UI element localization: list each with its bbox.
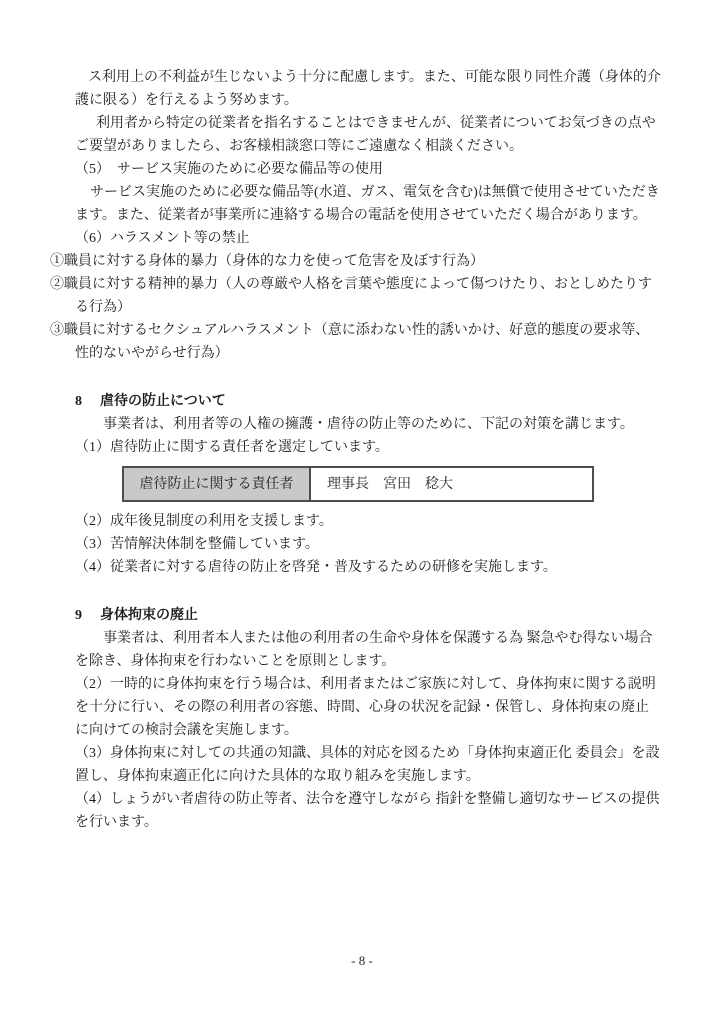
section9-number: 9 <box>75 608 82 623</box>
section9-item4-guidelines: （4）しょうがい者虐待の防止等者、法令を遵守しながら 指針を整備し適切なサービスの提供を行います。 <box>75 792 660 830</box>
section8-item3-complaint-system: （3）苦情解決体制を整備しています。 <box>75 537 319 552</box>
section8-item2-guardianship: （2）成年後見制度の利用を支援します。 <box>75 514 333 529</box>
section9-item2-temporary-restraint: （2）一時的に身体拘束を行う場合は、利用者またはご家族に対して、身体拘束に関する説明を十分に行い、その際の利用者の容態、時間、心身の状況を記録・保管し、身体拘束の廃止に向けての検討会議を実施します。 <box>75 677 656 738</box>
section8-heading <box>75 390 661 413</box>
section9-lead: 事業者は、利用者本人または他の利用者の生命や身体を保護する為 緊急やむ得ない場合を除き、身体拘束を行わないことを原則とします。 <box>75 631 653 669</box>
list-item-sexual-harassment: ③職員に対するセクシュアルハラスメント（意に添わない性的誘いかけ、好意的態度の要求等、性的ないやがらせ行為） <box>50 323 650 361</box>
heading-item5-equipment-use: （5） サービス実施のために必要な備品等の使用 <box>75 162 383 177</box>
list-item-physical-violence: ①職員に対する身体的暴力（身体的な力を使って危害を及ぼす行為） <box>50 254 484 269</box>
section9-heading <box>75 604 661 627</box>
paragraph-continuation-same-gender-care: ス利用上の不利益が生じないよう十分に配慮します。また、可能な限り同性介護（身体的介護に限る）を行えるよう努めます。 <box>75 70 661 108</box>
paragraph-staff-designation: 利用者から特定の従業者を指名することはできませんが、従業者についてお気づきの点やご要望がありましたら、お客様相談窓口等にご遠慮なく相談ください。 <box>75 116 656 154</box>
page-content <box>50 66 661 834</box>
list-item-mental-violence: ②職員に対する精神的暴力（人の尊厳や人格を言葉や態度によって傷つけたり、おとしめたりする行為） <box>50 277 652 315</box>
heading-item6-harassment-prohibition: （6）ハラスメント等の禁止 <box>75 231 250 246</box>
section8-lead: 事業者は、利用者等の人権の擁護・虐待の防止等のために、下記の対策を講じます。 <box>103 417 634 432</box>
section8-item1-responsible-person: （1）虐待防止に関する責任者を選定しています。 <box>75 440 389 455</box>
table-row <box>123 467 593 501</box>
paragraph-item5-body: サービス実施のために必要な備品等(水道、ガス、電気を含む)は無償で使用させていただきます。また、従業者が事業所に連絡する場合の電話を使用させていただく場合があります。 <box>75 185 660 223</box>
table-header-cell: 虐待防止に関する責任者 <box>123 467 310 501</box>
section9-item3-committee: （3）身体拘束に対しての共通の知識、具体的対応を図るため「身体拘束適正化 委員会」を設置し、身体拘束適正化に向けた具体的な取り組みを実施します。 <box>75 746 660 784</box>
section9-title: 身体拘束の廃止 <box>100 608 198 623</box>
section8-title: 虐待の防止について <box>100 394 226 409</box>
page-footer <box>0 951 724 971</box>
section8-number: 8 <box>75 394 82 409</box>
abuse-prevention-responsible-table <box>122 466 594 502</box>
section8-item4-training: （4）従業者に対する虐待の防止を啓発・普及するための研修を実施します。 <box>75 560 557 575</box>
table-value-cell: 理事長 宮田 稔大 <box>310 467 593 501</box>
page-number: - 8 - <box>351 953 373 968</box>
